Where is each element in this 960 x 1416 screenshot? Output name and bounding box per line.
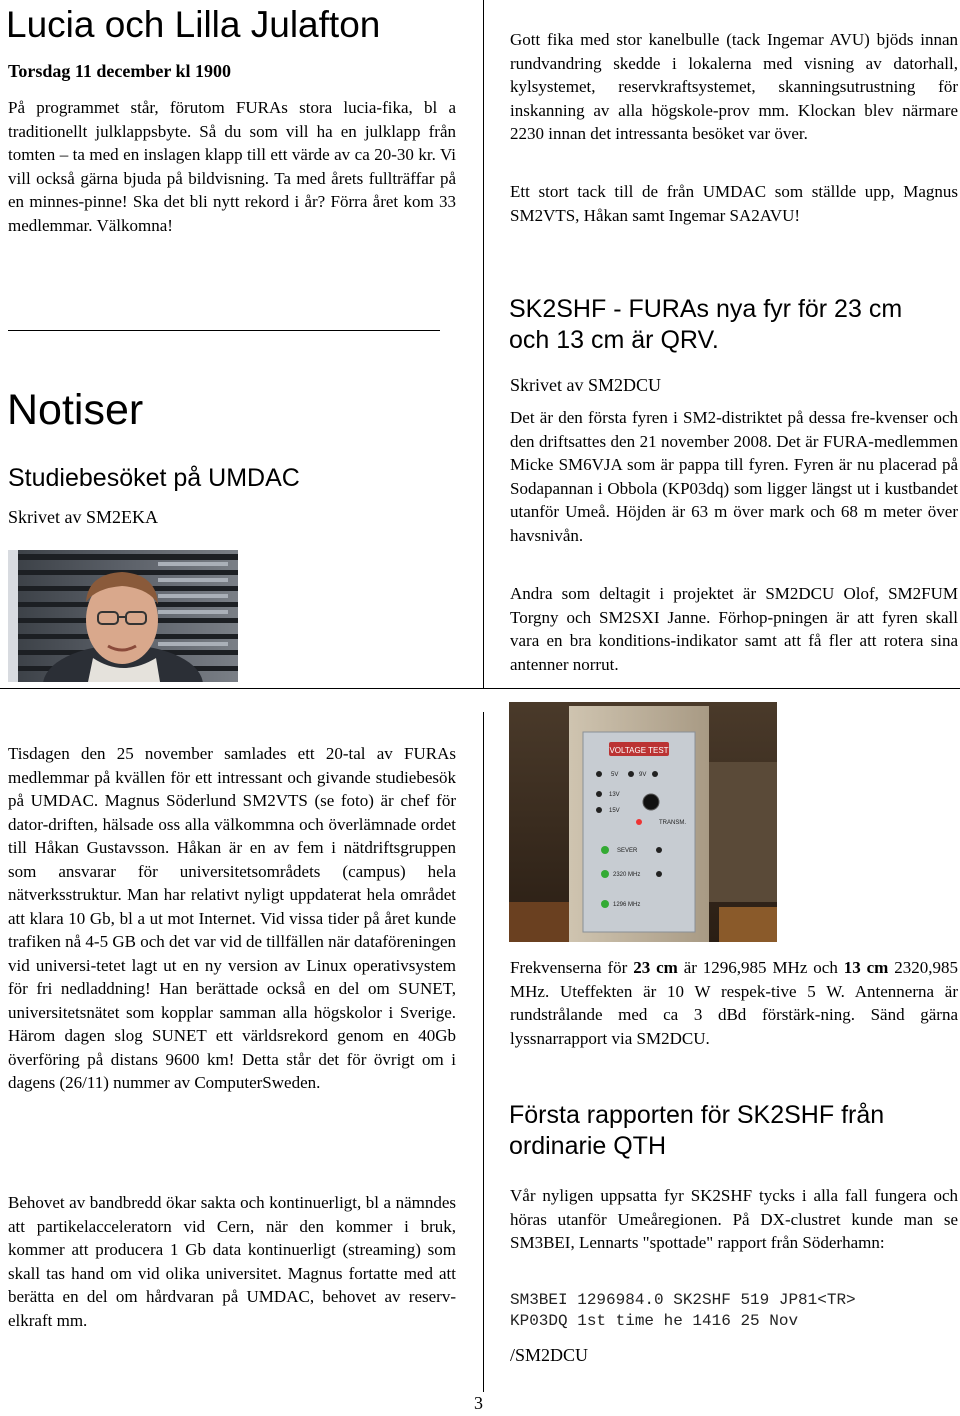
- sk2shf-heading-line1: SK2SHF - FURAs nya fyr för 23 cm: [509, 295, 903, 323]
- umdac-subheading: Studiebesöket på UMDAC: [8, 464, 300, 492]
- freq-text-e: 2320,985 MHz. Uteffekten är 10 W respek-tive 5 W. Antennerna är rundstrålande med ca 3 dBd förstärk-ning. Sänd gärna lyssnarrapport via SM2DCU.: [510, 958, 958, 1048]
- dx-spot-line-2: KP03DQ 1st time he 1416 25 Nov: [510, 1312, 799, 1330]
- dx-spot-line-1: SM3BEI 1296984.0 SK2SHF 519 JP81<TR>: [510, 1291, 856, 1309]
- portrait-illustration: [8, 550, 238, 682]
- sk2shf-byline: Skrivet av SM2DCU: [510, 375, 662, 395]
- page-rule: [0, 688, 960, 689]
- sk2shf-heading: [509, 294, 959, 356]
- forsta-heading-line1: Första rapporten för SK2SHF från: [509, 1101, 885, 1129]
- forsta-heading: [509, 1100, 959, 1162]
- beacon-illustration: [509, 702, 777, 942]
- beacon-photo: [509, 702, 777, 942]
- forsta-heading-line2: ordinarie QTH: [509, 1132, 666, 1160]
- panel-label-2320: 2320 MHz: [613, 872, 641, 878]
- panel-title: VOLTAGE TEST: [609, 746, 669, 755]
- freq-text-c: är 1296,985 MHz och: [677, 958, 844, 977]
- umdac-byline: Skrivet av SM2EKA: [8, 507, 158, 527]
- panel-label-15v: 15V: [609, 808, 620, 814]
- page-number: 3: [474, 1393, 483, 1413]
- portrait-photo: [8, 550, 238, 682]
- column-divider-bottom: [483, 712, 484, 1392]
- umdac-paragraph-1: Tisdagen den 25 november samlades ett 20-tal av FURAs medlemmar på kvällen för ett intressant och givande studiebesök på UMDAC. Magnus Söderlund SM2VTS (se foto) är chef för dator-driften, hälsade oss alla välkommna och överlämnade ordet till Håkan Gustavsson. Håkan är en av fem i nätdriftsgruppen som ansvarar för universitetsområdets (campus) hela nätverksstruktur. Man har relativt nyligt uppdaterat hela området att klara 10 Gb, bl a ut mot Internet. Vid vissa tider på året kunde trafiken nå 4-5 GB och det var vid de tillfällen när dataföreningen vid universi-tetet lagt ut en ny version av Linux operativsystem för fri nedladdning! Han berättade också en del om SUNET, universitetsnätet som kopplar samman alla högskolor i Sverige. Härom dagen slog SUNET ett världsrekord genom en 40Gb överföring på distans 9600 km! Detta står det för övrigt om i dagens (26/11) nummer av ComputerSweden.: [8, 744, 456, 1092]
- lucia-body: På programmet står, förutom FURAs stora lucia-fika, bl a traditionellt julklappsbyte. Så du som vill ha en julklapp från tomten – ta med en inslagen klapp till ett värde av ca 20-30 kr. Vi vill också gärna bjuda på bildvisning. Ta med årets fullträffar på en minnes-pinne! Ska det bli nytt rekord i år? Förra året kom 33 medlemmar. Välkomna!: [8, 98, 456, 235]
- forsta-signature: /SM2DCU: [510, 1345, 589, 1365]
- freq-13cm: 13 cm: [843, 958, 889, 977]
- umdac-thanks-paragraph: Ett stort tack till de från UMDAC som ställde upp, Magnus SM2VTS, Håkan samt Ingemar SA2AVU!: [510, 182, 958, 225]
- panel-label-1296: 1296 MHz: [613, 902, 641, 908]
- umdac-paragraph-2: Behovet av bandbredd ökar sakta och kontinuerligt, bl a nämndes att partikelacceleratorn vid Cern, när den kommer i bruk, kommer att producera 1 Gb data kontinuerligt (streaming) som skall tas hand om vid olika universitet. Magnus fortatte med att berätta en del om hårdvaran på UMDAC, behovet av reserv-elkraft mm.: [8, 1193, 456, 1330]
- panel-label-9v: 9V: [639, 772, 647, 778]
- forsta-paragraph: Vår nyligen uppsatta fyr SK2SHF tycks i alla fall fungera och höras utanför Umeåregionen. På DX-clustret kunde man se SM3BEI, Lennarts "spottade" rapport från Söderhamn:: [510, 1186, 958, 1252]
- column-divider-top: [483, 0, 484, 688]
- section-rule: [8, 330, 440, 331]
- sk2shf-heading-line2: och 13 cm är QRV.: [509, 326, 719, 354]
- umdac-fika-paragraph: Gott fika med stor kanelbulle (tack Ingemar AVU) bjöds innan rundvandring skedde i lokalerna med visning av datorhall, kylsystemet, reservkraftsystemet, skanningsutrustning för inskanning av alla högskole-prov mm. Klockan blev närmare 2230 innan det intressanta besöket var över.: [510, 30, 958, 143]
- frequency-paragraph: [510, 956, 958, 1050]
- panel-label-transm: TRANSM.: [659, 820, 686, 826]
- panel-label-13v: 13V: [609, 792, 620, 798]
- lucia-date: Torsdag 11 december kl 1900: [8, 61, 232, 81]
- sk2shf-paragraph-1: Det är den första fyren i SM2-distriktet på dessa fre-kvenser och den driftsattes den 21 november 2008. Det är FURA-medlemmen Micke SM6VJA som är pappa till fyren. Fyren är nu placerad på Sodapannan i Obbola (KP03dq) som ligger längst ut i kustbandet utanför Umeå. Höjden är 63 m över mark och 68 m meter över havsnivån.: [510, 408, 958, 545]
- notiser-heading: Notiser: [7, 386, 144, 434]
- sk2shf-paragraph-2: Andra som deltagit i projektet är SM2DCU Olof, SM2FUM Torgny och SM2SXI Janne. Förhop-pningen är att fyren skall vara en bra konditions-indikator samt att få fler att rotera sina antenner norrut.: [510, 584, 958, 674]
- panel-label-sever: SEVER: [617, 848, 638, 854]
- lucia-title: Lucia och Lilla Julafton: [6, 4, 381, 45]
- freq-23cm: 23 cm: [633, 958, 678, 977]
- panel-label-5v: 5V: [611, 772, 619, 778]
- freq-text-a: Frekvenserna för: [510, 958, 634, 977]
